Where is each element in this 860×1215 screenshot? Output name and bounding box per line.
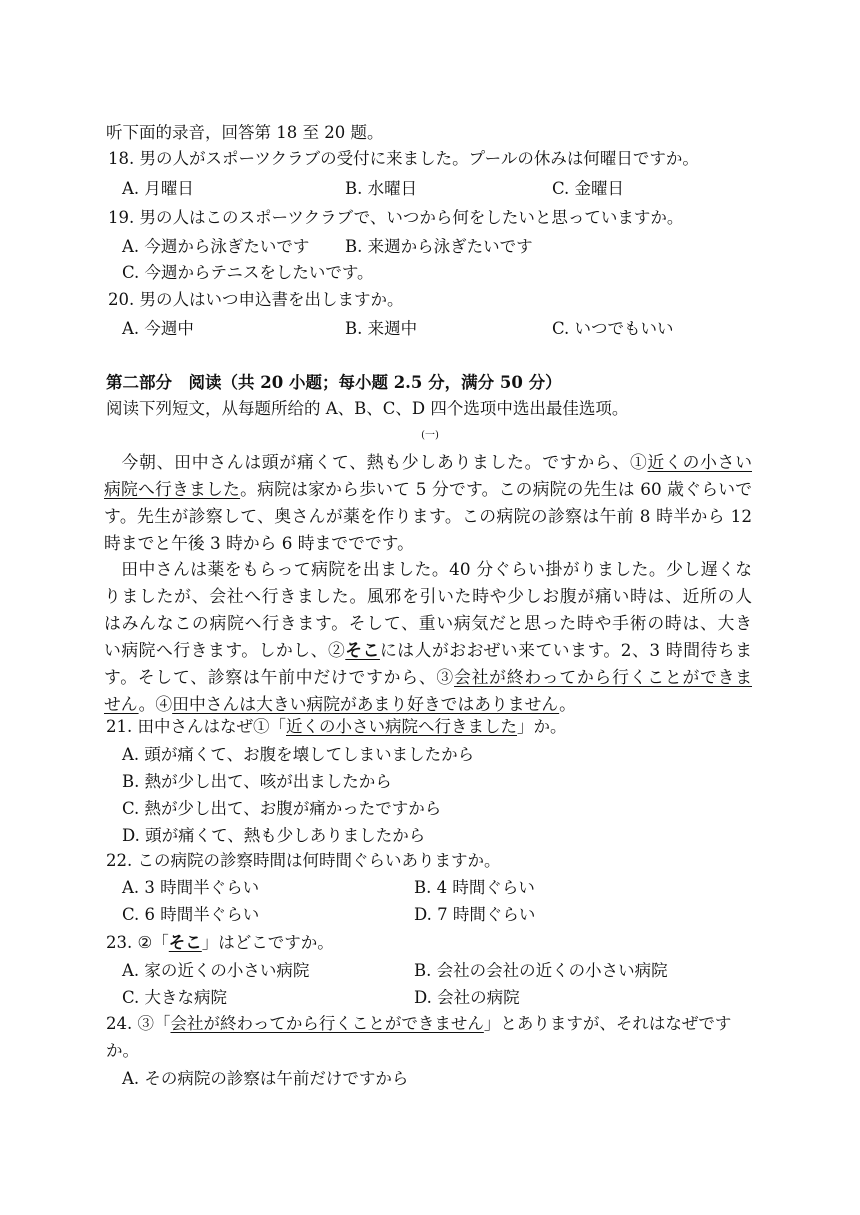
question-19-option-a: A. 今週から泳ぎたいです	[122, 237, 310, 256]
underlined-phrase-1-cont: 病院へ行きました	[104, 479, 241, 499]
stem-text: 」とありますが、それはなぜです	[483, 1014, 732, 1033]
passage-text: 今朝、田中さんは頭が痛くて、熱も少しありました。ですから、①	[104, 452, 648, 472]
passage-text: 。④	[138, 694, 173, 714]
passage-line: す。先生が診察して、奥さんが薬を作ります。この病院の診察は午前 8 時半から 12	[104, 506, 752, 526]
passage-line	[104, 476, 752, 503]
question-22-stem: 22. この病院の診察時間は何時間ぐらいありますか。	[106, 851, 501, 870]
stem-text: 24. ③「	[106, 1014, 171, 1033]
underlined-phrase-4: 田中さんは大きい病院があまり好きではありません	[172, 694, 560, 714]
reading-instruction: 阅读下列短文，从每题所给的 A、B、C、D 四个选项中选出最佳选项。	[106, 399, 629, 418]
question-18-option-a: A. 月曜日	[122, 179, 194, 198]
question-23-option-c: C. 大きな病院	[122, 988, 228, 1007]
reading-section-title: 第二部分 阅读（共 20 小题；每小题 2.5 分，满分 50 分）	[106, 373, 562, 392]
question-21-option-a: A. 頭が痛くて、お腹を壊してしまいましたから	[122, 745, 475, 764]
passage-line: 田中さんは薬をもらって病院を出ました。40 分ぐらい掛がりました。少し遅くな	[104, 559, 752, 579]
passage-line	[104, 637, 752, 664]
question-23-option-a: A. 家の近くの小さい病院	[122, 961, 310, 980]
question-19-option-c: C. 今週からテニスをしたいです。	[122, 263, 374, 282]
question-22-option-d: D. 7 時間ぐらい	[414, 905, 536, 924]
question-20-option-a: A. 今週中	[122, 319, 194, 338]
question-24-stem	[106, 1013, 731, 1035]
question-19-option-b: B. 来週から泳ぎたいです	[345, 237, 533, 256]
underlined-phrase-3-cont: せん	[104, 694, 139, 714]
passage-line	[104, 691, 752, 718]
passage-line: りましたが、会社へ行きました。風邪を引いた時や少しお腹が痛い時は、近所の人	[104, 586, 752, 606]
stem-text: 」か。	[517, 717, 567, 736]
stem-underlined: 会社が終わってから行くことができません	[170, 1014, 484, 1033]
question-22-option-a: A. 3 時間半ぐらい	[122, 878, 260, 897]
passage-text: 。	[559, 694, 576, 714]
question-23-stem	[106, 932, 334, 954]
question-18-option-b: B. 水曜日	[345, 179, 418, 198]
passage-text: す。そして、診察は午前中だけですから、③	[104, 667, 455, 687]
question-21-option-c: C. 熱が少し出て、お腹が痛かったですから	[122, 799, 442, 818]
question-21-stem	[106, 716, 567, 738]
passage-line	[104, 449, 752, 476]
question-23-option-b: B. 会社の会社の近くの小さい病院	[414, 961, 668, 980]
underlined-phrase-1: 近くの小さい	[647, 452, 752, 472]
question-18-option-c: C. 金曜日	[552, 179, 625, 198]
stem-underlined: そこ	[168, 933, 202, 952]
passage-line: 時までと午後 3 時から 6 時まででです。	[104, 533, 414, 553]
question-23-option-d: D. 会社の病院	[414, 988, 520, 1007]
question-21-option-b: B. 熱が少し出て、咳が出ましたから	[122, 772, 392, 791]
question-20-option-b: B. 来週中	[345, 319, 418, 338]
question-18-stem: 18. 男の人がスポーツクラブの受付に来ました。プールの休みは何曜日ですか。	[108, 149, 699, 168]
question-24-stem-cont: か。	[106, 1041, 139, 1060]
underlined-phrase-3: 会社が終わってから行くことができま	[454, 667, 752, 687]
passage-line	[104, 664, 752, 691]
stem-text: 21. 田中さんはなぜ①「	[106, 717, 286, 736]
question-20-option-c: C. いつでもいい	[552, 319, 674, 338]
passage-text: い病院へ行きます。しかし、②	[104, 640, 346, 660]
question-22-option-b: B. 4 時間ぐらい	[414, 878, 535, 897]
question-19-stem: 19. 男の人はこのスポーツクラブで、いつから何をしたいと思っていますか。	[108, 208, 684, 227]
passage-text: 。病院は家から歩いて 5 分です。この病院の先生は 60 歳ぐらいで	[240, 479, 752, 499]
question-20-stem: 20. 男の人はいつ申込書を出しますか。	[108, 290, 404, 309]
passage-line: はみんなこの病院へ行きます。そして、重い病気だと思った時や手術の時は、大き	[104, 613, 752, 633]
question-22-option-c: C. 6 時間半ぐらい	[122, 905, 260, 924]
stem-text: 」はどこですか。	[201, 933, 334, 952]
stem-underlined: 近くの小さい病院へ行きました	[286, 717, 517, 736]
question-24-option-a: A. その病院の診察は午前だけですから	[122, 1069, 409, 1088]
underlined-phrase-2: そこ	[345, 640, 380, 660]
passage-number: (一)	[421, 430, 439, 441]
passage-text: には人がおおぜい来ています。2、3 時間待ちま	[379, 640, 752, 660]
listening-instruction: 听下面的录音，回答第 18 至 20 题。	[106, 123, 384, 142]
stem-text: 23. ②「	[106, 933, 169, 952]
question-21-option-d: D. 頭が痛くて、熱も少しありましたから	[122, 826, 426, 845]
